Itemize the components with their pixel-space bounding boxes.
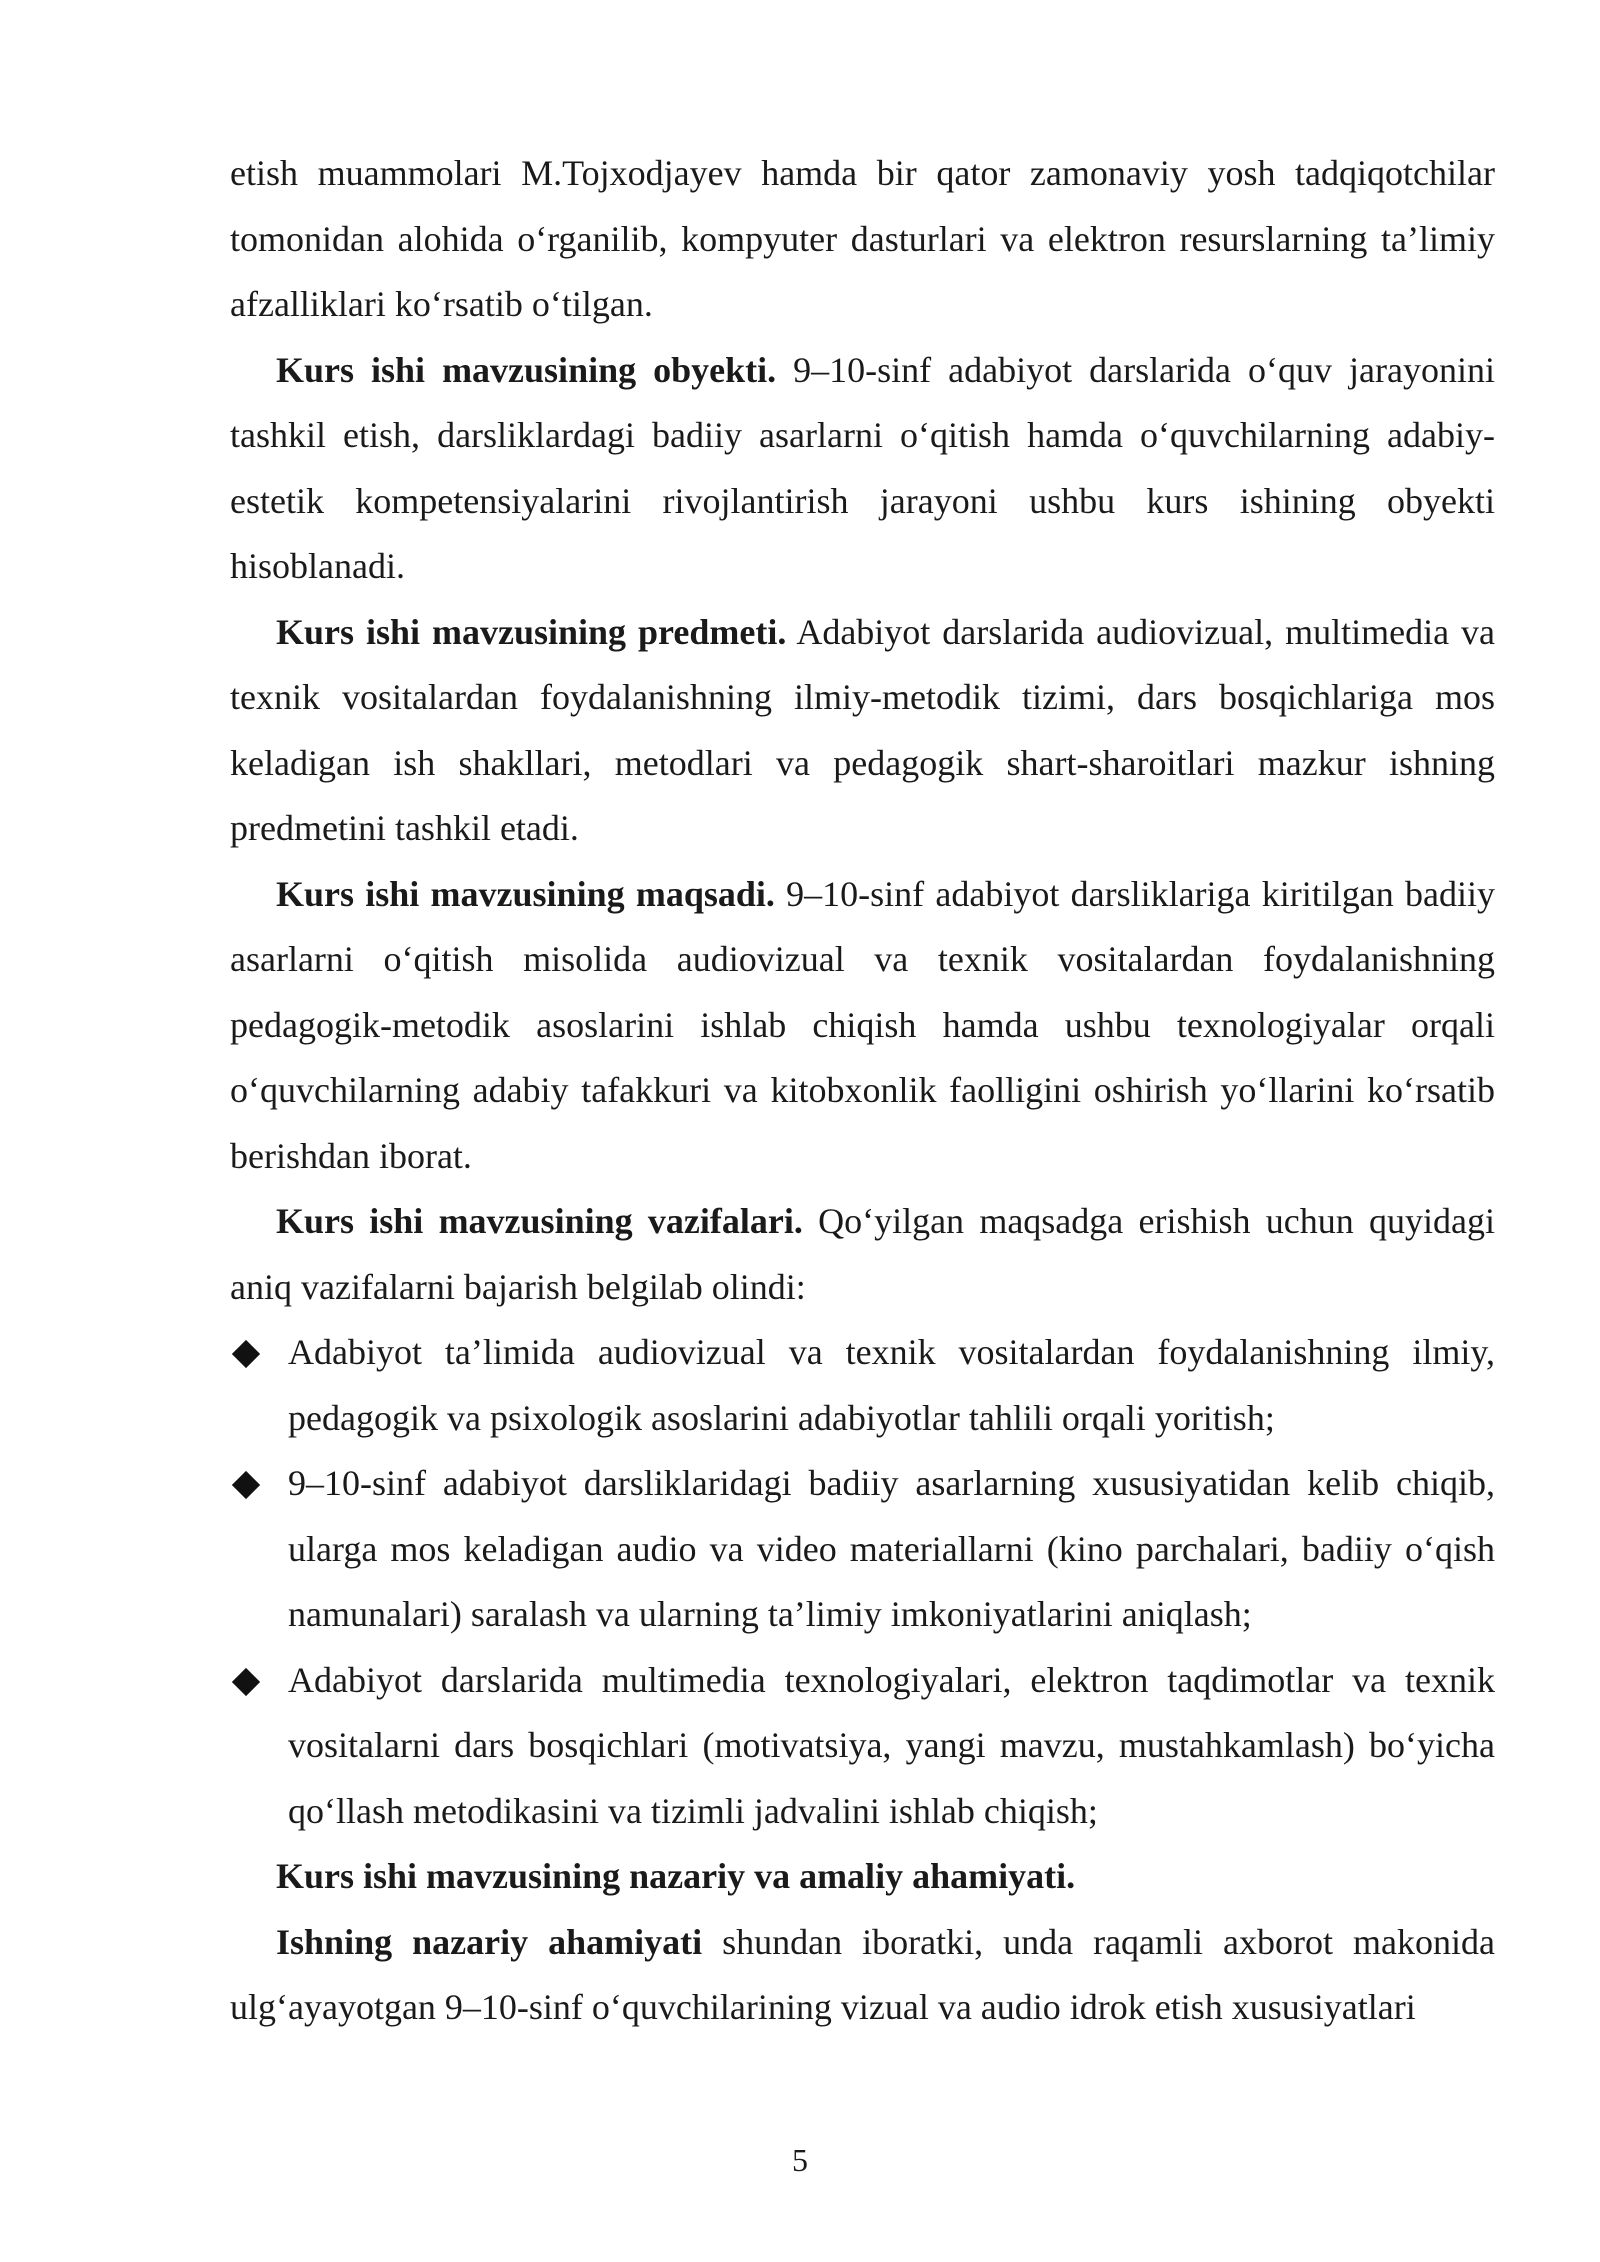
tasks-list <box>230 1320 1495 1844</box>
object-heading: Kurs ishi mavzusining obyekti. <box>276 349 777 390</box>
page-number: 5 <box>792 2142 808 2178</box>
intro-paragraph <box>230 141 1495 338</box>
list-item <box>230 1451 1495 1648</box>
diamond-bullet-icon <box>232 1667 260 1695</box>
object-text: 9–10-sinf adabiyot darslarida o‘quv jarayonini tashkil etish, darsliklardagi badiiy asarlarni o‘qitish hamda o‘quvchilarning adabiy-estetik kompetensiyalarini rivojlantirish jarayoni ushbu kurs ishining obyekti hisoblanadi. <box>230 349 1495 586</box>
goal-heading: Kurs ishi mavzusining maqsadi. <box>276 873 775 914</box>
object-paragraph <box>230 338 1495 600</box>
diamond-bullet-icon <box>232 1471 260 1499</box>
theory-text: shundan iboratki, unda raqamli axborot makonida ulg‘ayayotgan 9–10-sinf o‘quvchilarining vizual va audio idrok etish xususiyatlari <box>230 1921 1495 2027</box>
tasks-heading: Kurs ishi mavzusining vazifalari. <box>276 1201 803 1241</box>
theory-heading: Ishning nazariy ahamiyati <box>276 1921 703 1962</box>
tasks-paragraph <box>230 1189 1495 1320</box>
diamond-bullet-icon <box>232 1340 260 1368</box>
list-item <box>230 1648 1495 1845</box>
subject-paragraph <box>230 600 1495 862</box>
theory-paragraph <box>230 1910 1495 2041</box>
list-item-text: Adabiyot darslarida multimedia texnologiyalari, elektron taqdimotlar va texnik vositalarni dars bosqichlari (motivatsiya, yangi mavzu, mustahkamlash) bo‘yicha qo‘llash metodikasini va tizimli jadvalini ishlab chiqish; <box>288 1659 1495 1831</box>
goal-text: 9–10-sinf adabiyot darsliklariga kiritilgan badiiy asarlarni o‘qitish misolida audiovizual va texnik vositalardan foydalanishning pedagogik-metodik asoslarini ishlab chiqish hamda ushbu texnologiyalar orqali o‘quvchilarning adabiy tafakkuri va kitobxonlik faolligini oshirish yo‘llarini ko‘rsatib berishdan iborat. <box>230 873 1495 1176</box>
significance-paragraph <box>230 1844 1495 1910</box>
intro-text: etish muammolari M.Tojxodjayev hamda bir qator zamonaviy yosh tadqiqotchilar tomonidan alohida o‘rganilib, kompyuter dasturlari va elektron resurslarning ta’limiy afzalliklari ko‘rsatib o‘tilgan. <box>230 153 1495 324</box>
tasks-text: Qo‘yilgan maqsadga erishish uchun quyidagi aniq vazifalarni bajarish belgilab olindi: <box>230 1201 1495 1307</box>
list-item-text: 9–10-sinf adabiyot darsliklaridagi badiiy asarlarning xususiyatidan kelib chiqib, ularga mos keladigan audio va video materiallarni (kino parchalari, badiiy o‘qish namunalari) saralash va ularning ta’limiy imkoniyatlarini aniqlash; <box>288 1463 1495 1634</box>
significance-heading: Kurs ishi mavzusining nazariy va amaliy ahamiyati. <box>276 1856 1076 1896</box>
list-item <box>230 1320 1495 1451</box>
goal-paragraph <box>230 862 1495 1190</box>
page-body <box>230 141 1495 2041</box>
list-item-text: Adabiyot ta’limida audiovizual va texnik vositalardan foydalanishning ilmiy, pedagogik va psixologik asoslarini adabiyotlar tahlili orqali yoritish; <box>288 1332 1495 1438</box>
subject-text: Adabiyot darslarida audiovizual, multimedia va texnik vositalardan foydalanishning ilmiy-metodik tizimi, dars bosqichlariga mos keladigan ish shakllari, metodlari va pedagogik shart-sharoitlari mazkur ishning predmetini tashkil etadi. <box>230 611 1495 848</box>
subject-heading: Kurs ishi mavzusining predmeti. <box>276 611 787 652</box>
